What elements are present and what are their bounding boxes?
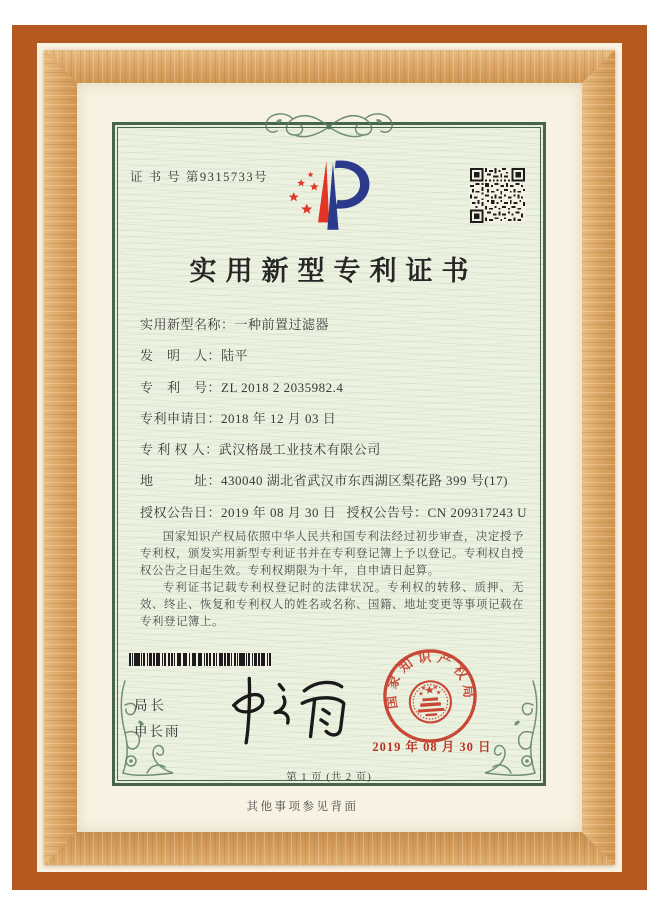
red-official-seal-icon [378,644,483,749]
field-row-patent-no [140,377,527,408]
field-label: 授权公告日： [140,504,222,520]
seal-date: 2019 年 08 月 30 日 [372,740,492,754]
qr-code-icon [470,168,525,223]
certificate-paper [77,83,582,832]
field-value: 一种前置过滤器 [234,317,330,332]
field-label: 专 利 号： [140,379,222,395]
page-number: 第 1 页 (共 2 页) [286,772,372,783]
grant-number [347,502,527,521]
field-label: 发 明 人： [140,348,222,364]
field-row-address [140,470,527,501]
field-row-inventor [140,345,527,376]
field-row-patentee [140,439,527,470]
wood-frame-top [44,50,615,83]
field-row-grant [140,502,527,521]
floral-ornament-top-icon [253,107,405,147]
wood-frame-left [44,50,77,865]
field-row-name [140,314,527,345]
certificate-border-box [112,122,546,786]
legal-paragraph-2: 专利证书记载专利权登记时的法律状况。专利权的转移、质押、无效、终止、恢复和专利权人的姓名或名称、国籍、地址变更等事项记载在专利登记簿上。 [140,581,524,628]
back-side-note: 其他事项参见背面 [246,801,359,813]
certificate-title: 实用新型专利证书 [189,256,478,286]
signer-title: 局长 [134,698,167,713]
field-label: 授权公告号： [346,504,428,520]
field-value: 陆平 [221,348,249,364]
seal-ring-text: 国家知识产权局 [383,648,477,711]
floral-ornament-bottom-right-icon [479,677,541,781]
certificate-number: 证 书 号 第9315733号 [130,170,269,184]
wood-frame-right [582,50,615,865]
field-value: 430040 湖北省武汉市东西湖区梨花路 399 号(17) [221,473,508,489]
field-value: 2018 年 12 月 03 日 [221,410,337,426]
grant-date [140,502,347,521]
legal-paragraph-1: 国家知识产权局依照中华人民共和国专利法经过初步审查，决定授予专利权，颁发实用新型专利证书并在专利登记簿上予以登记。专利权自授权公告之日起生效。专利权期限为十年，自申请日起算。 [140,531,524,577]
field-label: 地 址： [140,473,222,489]
field-list [140,314,527,521]
field-label: 专利申请日： [140,410,222,426]
field-value: ZL 2018 2 2035982.4 [221,379,344,395]
national-emblem-icon [408,680,452,724]
cnipa-logo-icon [280,157,392,241]
signer-name: 申长雨 [134,724,181,739]
wood-frame-bottom [44,832,615,865]
field-label: 实用新型名称： [140,317,235,332]
field-value: 2019 年 08 月 30 日 [221,504,337,520]
field-value: 武汉格晟工业技术有限公司 [218,442,381,458]
barcode-icon [129,653,271,666]
handwritten-signature-icon [215,669,350,749]
field-label: 专 利 权 人： [140,442,219,458]
field-row-filing-date [140,408,527,439]
legal-text [140,529,524,630]
field-value: CN 209317243 U [427,504,527,520]
